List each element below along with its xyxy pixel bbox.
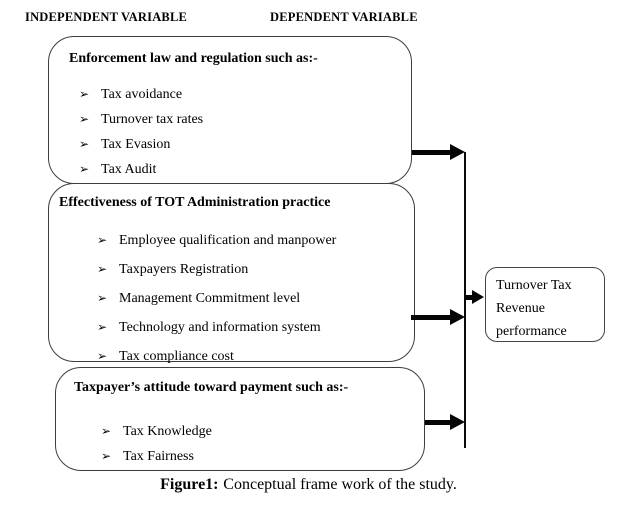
- arrow-bullet-icon: ➢: [97, 233, 108, 247]
- arrow-from-enforcement-box: [412, 150, 450, 155]
- dependent-variable-header: DEPENDENT VARIABLE: [270, 10, 418, 24]
- arrowhead-icon: [450, 309, 465, 325]
- list-item-label: Tax Fairness: [123, 449, 194, 464]
- arrow-bullet-icon: ➢: [97, 291, 108, 305]
- turnover-tax-revenue-box: [485, 267, 605, 342]
- list-item: [97, 255, 336, 284]
- figure-caption: [0, 476, 617, 494]
- list-item: [97, 313, 336, 342]
- list-item: [97, 226, 336, 255]
- arrow-bullet-icon: ➢: [79, 137, 90, 151]
- list-item: [79, 157, 203, 182]
- enforcement-law-item-list: [79, 82, 203, 182]
- taxpayer-attitude-box-title: Taxpayer’s attitude toward payment such as:-: [74, 380, 349, 395]
- list-item: [97, 284, 336, 313]
- independent-variable-header: INDEPENDENT VARIABLE: [25, 10, 188, 24]
- arrow-bullet-icon: ➢: [79, 112, 90, 126]
- arrow-to-dependent-box: [465, 295, 472, 300]
- list-item-label: Management Commitment level: [119, 291, 301, 306]
- tot-administration-box: [48, 183, 415, 362]
- list-item-label: Tax Audit: [101, 162, 157, 177]
- dependent-box-line: performance: [496, 324, 567, 339]
- arrowhead-icon: [472, 290, 484, 304]
- taxpayer-attitude-box: [55, 367, 425, 471]
- figure-caption-label: Figure1:: [160, 476, 219, 493]
- arrow-bullet-icon: ➢: [79, 87, 90, 101]
- merge-vertical-line: [464, 152, 466, 448]
- list-item-label: Tax Knowledge: [123, 424, 212, 439]
- taxpayer-attitude-item-list: [101, 419, 212, 469]
- list-item: [79, 132, 203, 157]
- arrowhead-icon: [450, 414, 465, 430]
- list-item-label: Tax compliance cost: [119, 349, 234, 364]
- figure-caption-text: Conceptual frame work of the study.: [223, 476, 457, 493]
- list-item-label: Taxpayers Registration: [119, 262, 249, 277]
- arrow-bullet-icon: ➢: [97, 349, 108, 363]
- tot-administration-box-title: Effectiveness of TOT Administration practice: [59, 195, 331, 210]
- arrow-bullet-icon: ➢: [97, 262, 108, 276]
- list-item-label: Technology and information system: [119, 320, 321, 335]
- enforcement-law-box-title: Enforcement law and regulation such as:-: [69, 51, 318, 66]
- tot-administration-item-list: [97, 226, 336, 371]
- arrow-bullet-icon: ➢: [101, 449, 112, 463]
- list-item-label: Tax Evasion: [101, 137, 171, 152]
- arrow-from-tot-administration-box: [411, 315, 450, 320]
- list-item-label: Tax avoidance: [101, 87, 183, 102]
- arrow-bullet-icon: ➢: [79, 162, 90, 176]
- dependent-box-line: Turnover Tax: [496, 278, 572, 293]
- list-item: [101, 419, 212, 444]
- arrow-bullet-icon: ➢: [101, 424, 112, 438]
- list-item: [79, 82, 203, 107]
- list-item-label: Turnover tax rates: [101, 112, 204, 127]
- arrow-from-taxpayer-attitude-box: [425, 420, 450, 425]
- dependent-box-line: Revenue: [496, 301, 545, 316]
- enforcement-law-box: [48, 36, 412, 184]
- list-item: [79, 107, 203, 132]
- arrowhead-icon: [450, 144, 465, 160]
- list-item-label: Employee qualification and manpower: [119, 233, 337, 248]
- arrow-bullet-icon: ➢: [97, 320, 108, 334]
- list-item: [101, 444, 212, 469]
